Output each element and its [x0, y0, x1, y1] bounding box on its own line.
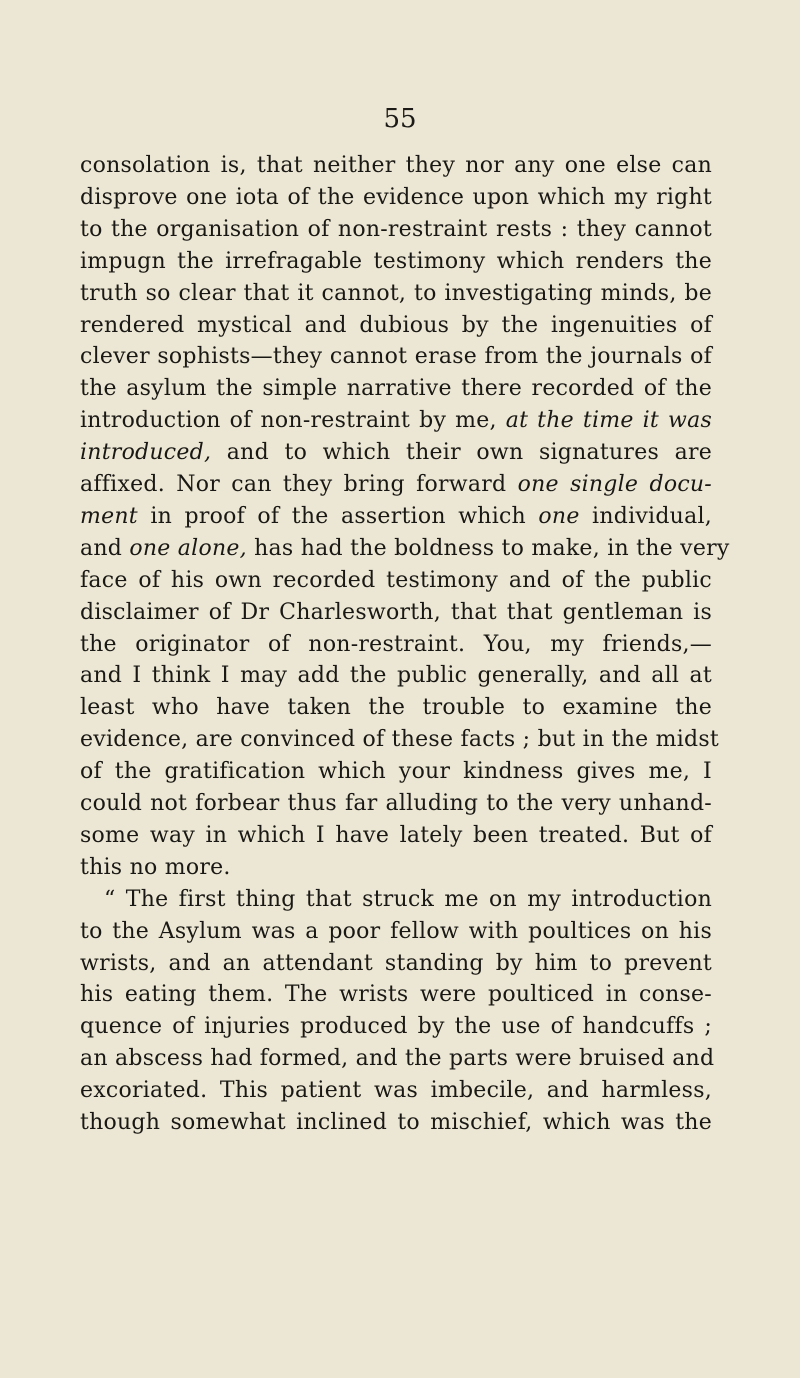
- italic-text: ment: [80, 503, 138, 529]
- text-span: could not forbear thus far alluding to the very unhand-: [80, 791, 712, 816]
- text-span: this no more.: [80, 854, 231, 880]
- text-span: wrists, and an attendant standing by him to prevent: [80, 950, 712, 976]
- text-line: [80, 565, 712, 597]
- text-span: and: [80, 535, 130, 561]
- text-span: introduction of non-restraint by me,: [80, 408, 506, 434]
- text-line: [80, 916, 712, 948]
- italic-text: one single docu-: [517, 472, 712, 497]
- text-line: [80, 660, 712, 692]
- text-line: [80, 692, 712, 724]
- text-line: [80, 469, 712, 501]
- text-span: affixed. Nor can they bring forward: [80, 472, 518, 497]
- text-span: consolation is, that neither they nor any one else can: [80, 153, 712, 178]
- page-number: 55: [383, 104, 417, 134]
- text-line: [80, 979, 712, 1011]
- italic-text: at the time it was: [505, 408, 712, 434]
- text-line: [80, 501, 712, 533]
- text-line: [80, 852, 712, 884]
- text-line: [80, 1107, 712, 1139]
- text-span: quence of injuries produced by the use of handcuffs ;: [80, 1014, 712, 1040]
- text-span: “ The first thing that struck me on my introduction: [104, 886, 712, 912]
- text-line: [80, 310, 712, 342]
- text-span: face of his own recorded testimony and of the public: [80, 567, 712, 593]
- text-line: [80, 182, 712, 214]
- text-span: clever sophists—they cannot erase from the journals of: [80, 344, 712, 370]
- text-line: [80, 724, 720, 756]
- text-span: the asylum the simple narrative there recorded of the: [80, 376, 712, 402]
- italic-text: one: [538, 503, 580, 529]
- text-line: [80, 820, 712, 852]
- text-span: truth so clear that it cannot, to investigating minds, be: [80, 280, 712, 306]
- text-line: [80, 884, 712, 916]
- text-span: has had the boldness to make, in the very: [246, 535, 730, 561]
- text-span: though somewhat inclined to mischief, which was the: [80, 1110, 712, 1135]
- text-line: [80, 373, 712, 405]
- text-span: and I think I may add the public generally, and all at: [80, 663, 712, 689]
- text-span: the originator of non-restraint. You, my friends,—: [80, 631, 712, 657]
- text-line: [80, 341, 712, 373]
- italic-text: one alone,: [129, 535, 247, 561]
- text-line: [80, 214, 712, 246]
- text-span: to the Asylum was a poor fellow with poultices on his: [80, 918, 712, 944]
- text-span: disclaimer of Dr Charlesworth, that that gentleman is: [80, 599, 712, 625]
- text-span: some way in which I have lately been treated. But of: [80, 822, 712, 848]
- text-span: his eating them. The wrists were poulticed in conse-: [80, 982, 712, 1008]
- text-line: [80, 597, 712, 629]
- text-span: in proof of the assertion which: [137, 503, 539, 529]
- text-span: disprove one iota of the evidence upon which my right: [80, 184, 712, 210]
- text-span: individual,: [579, 503, 712, 529]
- text-line: [80, 405, 712, 437]
- text-span: excoriated. This patient was imbecile, and harmless,: [80, 1078, 712, 1104]
- text-span: and to which their own signatures are: [211, 440, 712, 466]
- text-line: [80, 756, 712, 788]
- text-line: [80, 1075, 712, 1107]
- text-span: least who have taken the trouble to examine the: [80, 695, 712, 721]
- text-line: [80, 278, 712, 310]
- text-line: [80, 1011, 712, 1043]
- text-line: [80, 150, 712, 182]
- text-span: rendered mystical and dubious by the ingenuities of: [80, 312, 712, 338]
- text-line: [80, 629, 712, 661]
- text-line: [80, 948, 712, 980]
- text-span: of the gratification which your kindness gives me, I: [80, 759, 712, 785]
- text-line: [80, 533, 730, 565]
- italic-text: introduced,: [80, 440, 212, 466]
- text-line: [80, 437, 712, 469]
- text-line: [80, 246, 712, 278]
- text-line: [80, 788, 712, 820]
- text-span: evidence, are convinced of these facts ; but in the midst: [80, 727, 720, 753]
- text-span: to the organisation of non-restraint rests : they cannot: [80, 216, 712, 242]
- text-line: [80, 1043, 715, 1075]
- text-span: impugn the irrefragable testimony which renders the: [80, 248, 712, 274]
- text-span: an abscess had formed, and the parts were bruised and: [80, 1046, 715, 1072]
